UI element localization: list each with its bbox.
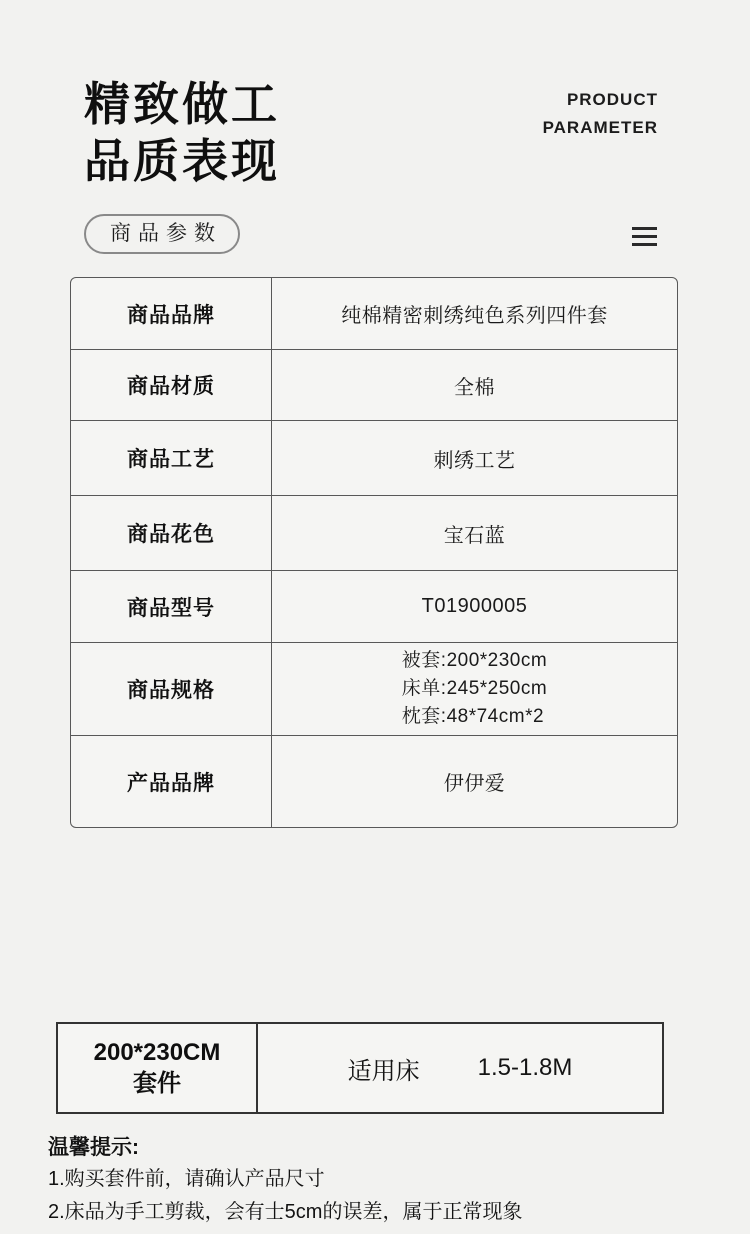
table-row [71,349,677,420]
table-row [71,278,677,349]
spec-value [272,643,677,735]
fit-label: 适用床 [347,1057,420,1085]
spec-value: 宝石蓝 [443,524,506,547]
spec-table [70,277,678,828]
table-row [71,570,677,642]
eyebrow-line1: PRODUCT [566,90,658,109]
eyebrow-line2: PARAMETER [542,118,658,137]
spec-value: 全棉 [454,376,495,399]
spec-value: 刺绣工艺 [433,449,516,472]
spec-value: T01900005 [421,595,528,617]
notice-item: 1.购买套件前，请确认产品尺寸 [48,1168,325,1190]
spec-value: 伊伊爱 [443,773,506,795]
eyebrow-text [543,86,658,142]
size-line1: 200*230CM [93,1039,221,1066]
spec-line: 床单:245*250cm [401,678,548,699]
spec-label: 商品材质 [71,350,272,420]
section-badge: 商品参数 [84,214,240,254]
fit-value: 1.5-1.8M [477,1054,573,1081]
size-line2: 套件 [133,1070,181,1097]
hamburger-icon [632,227,657,251]
page-title-line2: 品质表现 [84,135,280,187]
table-row [71,420,677,495]
notice-title: 温馨提示: [48,1136,139,1159]
spec-label: 商品型号 [71,571,272,642]
spec-label: 商品品牌 [71,278,272,349]
table-row [71,735,677,827]
spec-label: 商品花色 [71,496,272,570]
fit-cell [258,1024,662,1112]
table-row [71,495,677,570]
table-row [71,642,677,735]
size-cell [58,1024,258,1112]
spec-label: 商品工艺 [71,421,272,495]
notice-item: 2.床品为手工剪裁，会有士5cm的误差，属于正常现象 [48,1201,523,1223]
spec-line: 被套:200*230cm [401,650,548,671]
page-title-line1: 精致做工 [84,78,280,130]
spec-label: 商品规格 [71,643,272,735]
spec-value: 纯棉精密刺绣纯色系列四件套 [341,305,608,327]
spec-line: 枕套:48*74cm*2 [401,706,545,727]
spec-label: 产品品牌 [71,736,272,827]
page-title [84,76,280,190]
spec-value-multiline [402,647,547,731]
notice-block [48,1132,522,1229]
size-table [56,1022,664,1114]
